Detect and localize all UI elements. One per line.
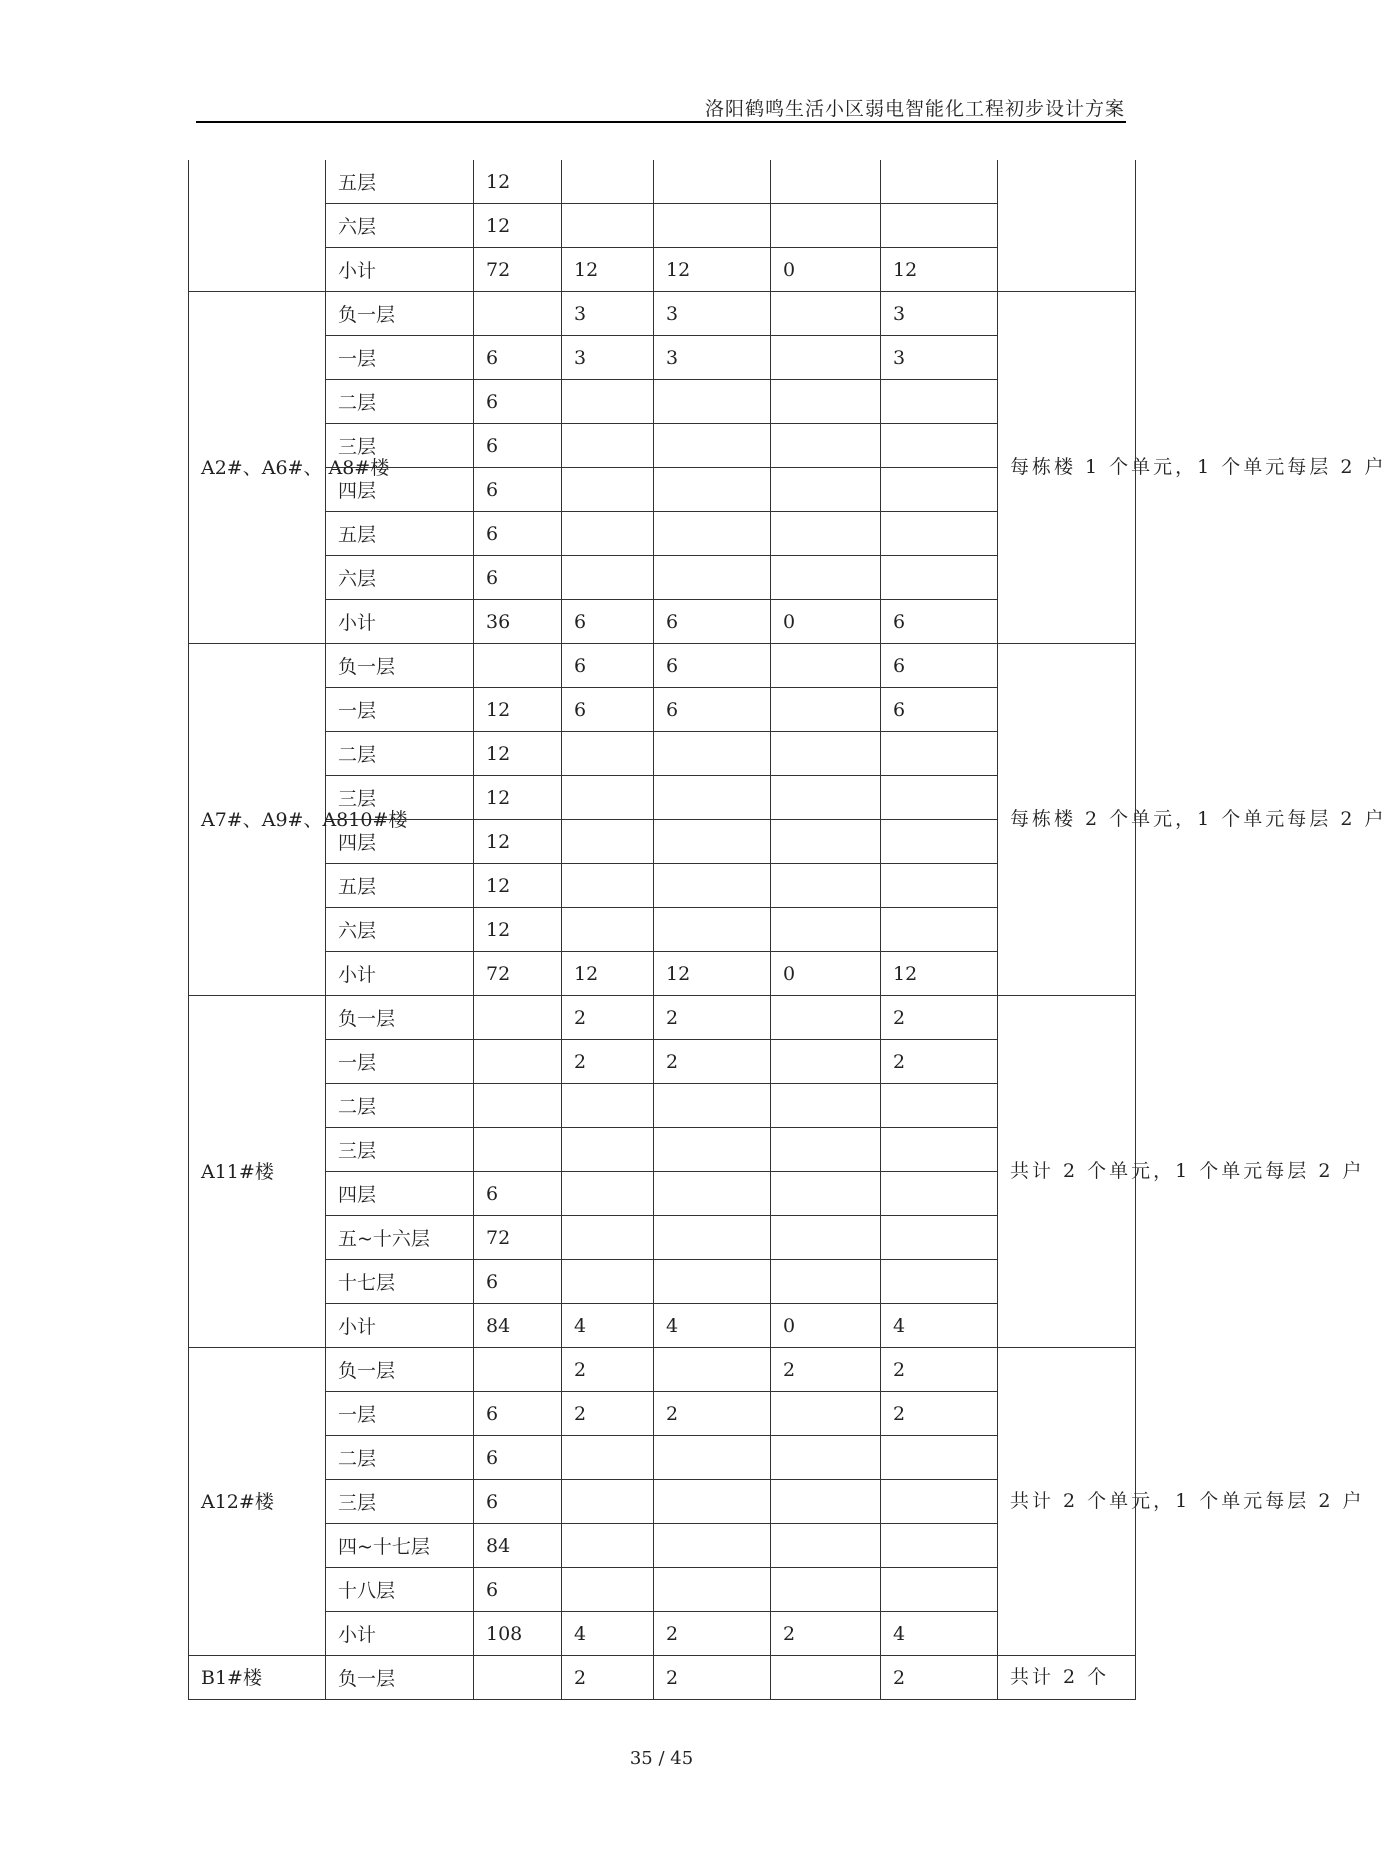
value-cell-c2 — [562, 204, 654, 248]
table-row — [189, 380, 1136, 424]
value-cell-c1: 84 — [474, 1304, 562, 1348]
value-cell-c5 — [881, 204, 998, 248]
floor-cell: 小计 — [326, 600, 474, 644]
value-cell-c1: 108 — [474, 1612, 562, 1656]
floor-cell: 一层 — [326, 1392, 474, 1436]
value-cell-c2: 4 — [562, 1304, 654, 1348]
value-cell-c3: 2 — [654, 1656, 771, 1700]
value-cell-c3 — [654, 820, 771, 864]
value-cell-c2: 12 — [562, 248, 654, 292]
value-cell-c2 — [562, 1260, 654, 1304]
value-cell-c5 — [881, 1568, 998, 1612]
value-cell-c4: 0 — [771, 952, 881, 996]
table-row — [189, 688, 1136, 732]
value-cell-c4 — [771, 1480, 881, 1524]
floor-cell: 小计 — [326, 248, 474, 292]
value-cell-c2: 2 — [562, 996, 654, 1040]
floor-cell: 负一层 — [326, 1348, 474, 1392]
value-cell-c2 — [562, 732, 654, 776]
value-cell-c1 — [474, 1084, 562, 1128]
floor-cell: 五层 — [326, 512, 474, 556]
value-cell-c5: 6 — [881, 688, 998, 732]
table-row — [189, 908, 1136, 952]
floor-cell: 二层 — [326, 732, 474, 776]
value-cell-c1 — [474, 1348, 562, 1392]
value-cell-c2 — [562, 380, 654, 424]
table-row — [189, 1084, 1136, 1128]
building-name-cell: A12#楼 — [189, 1348, 326, 1656]
value-cell-c4 — [771, 996, 881, 1040]
table-row — [189, 996, 1136, 1040]
value-cell-c1: 72 — [474, 248, 562, 292]
floor-cell: 四层 — [326, 820, 474, 864]
value-cell-c1: 6 — [474, 512, 562, 556]
note-cell: 共计 2 个单元，1 个单元每层 2 户 — [998, 996, 1136, 1348]
value-cell-c2 — [562, 1128, 654, 1172]
value-cell-c5 — [881, 908, 998, 952]
value-cell-c4: 0 — [771, 248, 881, 292]
value-cell-c4 — [771, 1436, 881, 1480]
note-cell — [998, 160, 1136, 292]
value-cell-c1: 12 — [474, 688, 562, 732]
value-cell-c5: 6 — [881, 644, 998, 688]
floor-cell: 十七层 — [326, 1260, 474, 1304]
value-cell-c4 — [771, 512, 881, 556]
table-row — [189, 1128, 1136, 1172]
value-cell-c3 — [654, 1568, 771, 1612]
value-cell-c5 — [881, 556, 998, 600]
value-cell-c2 — [562, 1480, 654, 1524]
value-cell-c5 — [881, 776, 998, 820]
value-cell-c3 — [654, 1480, 771, 1524]
value-cell-c3: 6 — [654, 644, 771, 688]
value-cell-c5 — [881, 864, 998, 908]
table-row — [189, 1216, 1136, 1260]
value-cell-c3: 2 — [654, 1392, 771, 1436]
value-cell-c4 — [771, 468, 881, 512]
value-cell-c2 — [562, 1524, 654, 1568]
value-cell-c1: 72 — [474, 952, 562, 996]
table-row — [189, 1612, 1136, 1656]
table-row — [189, 1260, 1136, 1304]
value-cell-c1: 12 — [474, 776, 562, 820]
value-cell-c1: 6 — [474, 556, 562, 600]
value-cell-c1: 6 — [474, 380, 562, 424]
value-cell-c1: 12 — [474, 820, 562, 864]
value-cell-c2 — [562, 512, 654, 556]
value-cell-c3 — [654, 1260, 771, 1304]
table-row — [189, 204, 1136, 248]
building-name-cell: A7#、A9#、A810#楼 — [189, 644, 326, 996]
table-row — [189, 1568, 1136, 1612]
header-rule — [196, 121, 1126, 123]
value-cell-c5: 6 — [881, 600, 998, 644]
floor-cell: 负一层 — [326, 644, 474, 688]
value-cell-c1: 6 — [474, 1568, 562, 1612]
value-cell-c4 — [771, 1084, 881, 1128]
value-cell-c2 — [562, 776, 654, 820]
floor-cell: 小计 — [326, 952, 474, 996]
value-cell-c1: 6 — [474, 1392, 562, 1436]
value-cell-c2 — [562, 160, 654, 204]
value-cell-c4 — [771, 1216, 881, 1260]
floor-cell: 十八层 — [326, 1568, 474, 1612]
value-cell-c5 — [881, 468, 998, 512]
value-cell-c4 — [771, 732, 881, 776]
table-row — [189, 512, 1136, 556]
table-row — [189, 600, 1136, 644]
floor-distribution-table — [188, 160, 1386, 1700]
value-cell-c4 — [771, 1128, 881, 1172]
value-cell-c1: 6 — [474, 424, 562, 468]
floor-cell: 六层 — [326, 204, 474, 248]
value-cell-c2: 2 — [562, 1392, 654, 1436]
value-cell-c2 — [562, 908, 654, 952]
value-cell-c5: 2 — [881, 1392, 998, 1436]
value-cell-c1 — [474, 1040, 562, 1084]
floor-cell: 二层 — [326, 1084, 474, 1128]
value-cell-c2 — [562, 1436, 654, 1480]
value-cell-c5 — [881, 1260, 998, 1304]
floor-cell: 一层 — [326, 688, 474, 732]
value-cell-c3: 12 — [654, 248, 771, 292]
value-cell-c5 — [881, 1436, 998, 1480]
value-cell-c3 — [654, 1216, 771, 1260]
table-row — [189, 1040, 1136, 1084]
value-cell-c2 — [562, 1084, 654, 1128]
value-cell-c3: 4 — [654, 1304, 771, 1348]
floor-cell: 五层 — [326, 864, 474, 908]
value-cell-c1: 6 — [474, 1260, 562, 1304]
value-cell-c1: 6 — [474, 336, 562, 380]
table-row — [189, 160, 1136, 204]
value-cell-c5: 3 — [881, 292, 998, 336]
table-row — [189, 556, 1136, 600]
value-cell-c4 — [771, 820, 881, 864]
value-cell-c5: 2 — [881, 1040, 998, 1084]
table-row — [189, 292, 1136, 336]
value-cell-c5: 2 — [881, 996, 998, 1040]
value-cell-c2: 2 — [562, 1348, 654, 1392]
value-cell-c3 — [654, 1172, 771, 1216]
value-cell-c2: 2 — [562, 1040, 654, 1084]
value-cell-c1: 12 — [474, 204, 562, 248]
floor-cell: 负一层 — [326, 996, 474, 1040]
value-cell-c2: 2 — [562, 1656, 654, 1700]
value-cell-c5 — [881, 424, 998, 468]
value-cell-c5 — [881, 820, 998, 864]
value-cell-c1: 72 — [474, 1216, 562, 1260]
table-row — [189, 1436, 1136, 1480]
value-cell-c3 — [654, 1348, 771, 1392]
floor-cell: 负一层 — [326, 1656, 474, 1700]
value-cell-c3 — [654, 556, 771, 600]
value-cell-c4 — [771, 1568, 881, 1612]
value-cell-c4 — [771, 688, 881, 732]
value-cell-c2 — [562, 1172, 654, 1216]
value-cell-c3 — [654, 512, 771, 556]
value-cell-c2 — [562, 1216, 654, 1260]
value-cell-c1: 12 — [474, 864, 562, 908]
value-cell-c3 — [654, 1128, 771, 1172]
value-cell-c1: 12 — [474, 732, 562, 776]
value-cell-c2 — [562, 468, 654, 512]
value-cell-c3: 6 — [654, 600, 771, 644]
floor-cell: 四层 — [326, 1172, 474, 1216]
value-cell-c4 — [771, 908, 881, 952]
value-cell-c2: 3 — [562, 292, 654, 336]
value-cell-c5 — [881, 160, 998, 204]
note-cell: 共计 2 个 — [998, 1656, 1136, 1700]
value-cell-c2 — [562, 556, 654, 600]
value-cell-c3: 2 — [654, 996, 771, 1040]
floor-cell: 三层 — [326, 424, 474, 468]
table-row — [189, 732, 1136, 776]
value-cell-c4: 2 — [771, 1348, 881, 1392]
building-name-cell: A2#、A6#、 A8#楼 — [189, 292, 326, 644]
table-row — [189, 248, 1136, 292]
value-cell-c4 — [771, 336, 881, 380]
value-cell-c4 — [771, 556, 881, 600]
table-row — [189, 1304, 1136, 1348]
value-cell-c3 — [654, 1524, 771, 1568]
value-cell-c4 — [771, 864, 881, 908]
value-cell-c5 — [881, 1172, 998, 1216]
value-cell-c3: 3 — [654, 336, 771, 380]
value-cell-c2 — [562, 1568, 654, 1612]
value-cell-c3 — [654, 864, 771, 908]
value-cell-c3 — [654, 380, 771, 424]
value-cell-c3: 2 — [654, 1612, 771, 1656]
value-cell-c3 — [654, 732, 771, 776]
table-row — [189, 1348, 1136, 1392]
value-cell-c1: 84 — [474, 1524, 562, 1568]
value-cell-c1: 6 — [474, 1480, 562, 1524]
table-row — [189, 952, 1136, 996]
value-cell-c4: 2 — [771, 1612, 881, 1656]
floor-cell: 二层 — [326, 380, 474, 424]
value-cell-c2 — [562, 424, 654, 468]
value-cell-c2: 6 — [562, 644, 654, 688]
floor-cell: 负一层 — [326, 292, 474, 336]
table-body — [189, 160, 1386, 1700]
value-cell-c3 — [654, 1084, 771, 1128]
table-row — [189, 1480, 1136, 1524]
note-cell: 共计 2 个单元，1 个单元每层 2 户 — [998, 1348, 1136, 1656]
value-cell-c5 — [881, 732, 998, 776]
floor-cell: 二层 — [326, 1436, 474, 1480]
table-row — [189, 644, 1136, 688]
building-name-cell: B1#楼 — [189, 1656, 326, 1700]
value-cell-c2: 4 — [562, 1612, 654, 1656]
floor-cell: 一层 — [326, 336, 474, 380]
value-cell-c5 — [881, 1084, 998, 1128]
value-cell-c4 — [771, 424, 881, 468]
value-cell-c5 — [881, 512, 998, 556]
floor-cell: 三层 — [326, 1128, 474, 1172]
table-row — [189, 1172, 1136, 1216]
value-cell-c4 — [771, 1172, 881, 1216]
value-cell-c5 — [881, 380, 998, 424]
value-cell-c2 — [562, 864, 654, 908]
value-cell-c2 — [562, 820, 654, 864]
value-cell-c1 — [474, 644, 562, 688]
floor-cell: 三层 — [326, 1480, 474, 1524]
value-cell-c1 — [474, 996, 562, 1040]
value-cell-c4 — [771, 776, 881, 820]
page-header-title: 洛阳鹤鸣生活小区弱电智能化工程初步设计方案 — [704, 98, 1125, 120]
value-cell-c4 — [771, 1260, 881, 1304]
value-cell-c3 — [654, 160, 771, 204]
value-cell-c3 — [654, 1436, 771, 1480]
value-cell-c3: 3 — [654, 292, 771, 336]
value-cell-c4 — [771, 380, 881, 424]
table-row — [189, 1524, 1136, 1568]
value-cell-c3: 2 — [654, 1040, 771, 1084]
value-cell-c3 — [654, 204, 771, 248]
value-cell-c5: 4 — [881, 1304, 998, 1348]
value-cell-c4 — [771, 1524, 881, 1568]
value-cell-c5: 2 — [881, 1348, 998, 1392]
value-cell-c1: 36 — [474, 600, 562, 644]
value-cell-c5: 4 — [881, 1612, 998, 1656]
table-row — [189, 1392, 1136, 1436]
value-cell-c3 — [654, 776, 771, 820]
floor-cell: 六层 — [326, 556, 474, 600]
value-cell-c4 — [771, 1040, 881, 1084]
floor-cell: 一层 — [326, 1040, 474, 1084]
value-cell-c1 — [474, 292, 562, 336]
value-cell-c4 — [771, 204, 881, 248]
value-cell-c1: 6 — [474, 1172, 562, 1216]
floor-cell: 六层 — [326, 908, 474, 952]
floor-cell: 四层 — [326, 468, 474, 512]
value-cell-c2: 6 — [562, 600, 654, 644]
value-cell-c1: 6 — [474, 468, 562, 512]
value-cell-c1: 12 — [474, 908, 562, 952]
floor-cell: 五层 — [326, 160, 474, 204]
note-cell: 每栋楼 2 个单元，1 个单元每层 2 户 — [998, 644, 1136, 996]
floor-cell: 四~十七层 — [326, 1524, 474, 1568]
value-cell-c4 — [771, 292, 881, 336]
value-cell-c1: 6 — [474, 1436, 562, 1480]
value-cell-c5: 12 — [881, 248, 998, 292]
value-cell-c5 — [881, 1480, 998, 1524]
value-cell-c5: 12 — [881, 952, 998, 996]
floor-cell: 小计 — [326, 1612, 474, 1656]
value-cell-c2: 12 — [562, 952, 654, 996]
table-row — [189, 1656, 1136, 1700]
building-name-cell: A11#楼 — [189, 996, 326, 1348]
value-cell-c3 — [654, 908, 771, 952]
value-cell-c4 — [771, 160, 881, 204]
building-name-cell — [189, 160, 326, 292]
value-cell-c3: 12 — [654, 952, 771, 996]
page-number: 35 / 45 — [629, 1748, 694, 1769]
note-cell: 每栋楼 1 个单元，1 个单元每层 2 户 — [998, 292, 1136, 644]
value-cell-c1 — [474, 1656, 562, 1700]
value-cell-c5 — [881, 1128, 998, 1172]
value-cell-c1 — [474, 1128, 562, 1172]
value-cell-c1: 12 — [474, 160, 562, 204]
value-cell-c3 — [654, 424, 771, 468]
value-cell-c3 — [654, 468, 771, 512]
value-cell-c2: 3 — [562, 336, 654, 380]
floor-cell: 五~十六层 — [326, 1216, 474, 1260]
value-cell-c4 — [771, 644, 881, 688]
value-cell-c5: 2 — [881, 1656, 998, 1700]
value-cell-c2: 6 — [562, 688, 654, 732]
floor-cell: 小计 — [326, 1304, 474, 1348]
value-cell-c4: 0 — [771, 600, 881, 644]
value-cell-c3: 6 — [654, 688, 771, 732]
table-row — [189, 864, 1136, 908]
table-row — [189, 336, 1136, 380]
floor-cell: 三层 — [326, 776, 474, 820]
value-cell-c5 — [881, 1216, 998, 1260]
value-cell-c4: 0 — [771, 1304, 881, 1348]
value-cell-c4 — [771, 1656, 881, 1700]
value-cell-c4 — [771, 1392, 881, 1436]
value-cell-c5 — [881, 1524, 998, 1568]
value-cell-c5: 3 — [881, 336, 998, 380]
